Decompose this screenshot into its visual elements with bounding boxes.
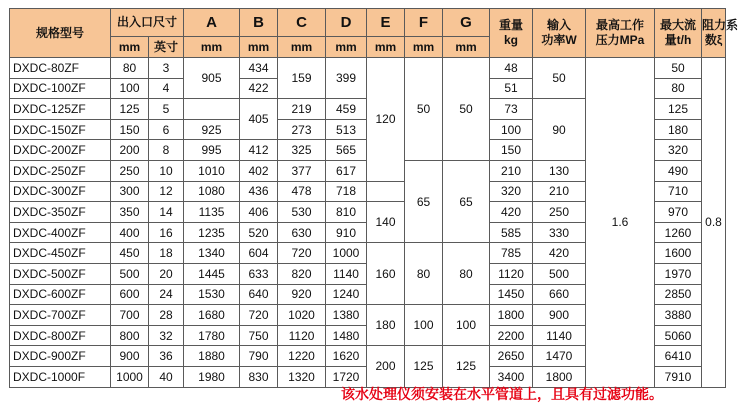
cell-model: DXDC-700ZF <box>10 305 111 326</box>
cell-weight: 585 <box>490 222 533 243</box>
cell-mm: 500 <box>111 263 149 284</box>
cell-b: 830 <box>240 366 278 387</box>
cell-a: 1780 <box>184 325 240 346</box>
cell-e: 200 <box>367 346 405 387</box>
header-row-1 <box>10 9 726 37</box>
installation-note: 该水处理仪须安装在水平管道上，且具有过滤功能。 <box>341 386 663 402</box>
header-pressure-line2: 压力MPa <box>595 33 645 47</box>
cell-b: 790 <box>240 346 278 367</box>
cell-mm: 100 <box>111 78 149 99</box>
cell-a: 1080 <box>184 181 240 202</box>
cell-mm: 250 <box>111 160 149 181</box>
cell-power: 420 <box>533 243 586 264</box>
header-inlet-inch: 英寸 <box>149 37 184 58</box>
cell-c: 630 <box>278 222 326 243</box>
cell-d: 1380 <box>326 305 367 326</box>
cell-inch: 16 <box>149 222 184 243</box>
cell-a: 1880 <box>184 346 240 367</box>
cell-d: 513 <box>326 119 367 140</box>
spec-table <box>9 8 738 388</box>
cell-mm: 125 <box>111 99 149 120</box>
cell-mm: 200 <box>111 140 149 161</box>
cell-d: 565 <box>326 140 367 161</box>
cell-flow: 125 <box>655 99 702 120</box>
cell-flow: 5060 <box>655 325 702 346</box>
cell-flow: 1260 <box>655 222 702 243</box>
header-resist-line2: 数ξ <box>704 33 723 47</box>
cell-b: 402 <box>240 160 278 181</box>
cell-a: 1980 <box>184 366 240 387</box>
cell-inch: 18 <box>149 243 184 264</box>
cell-a: 925 <box>184 119 240 140</box>
cell-c: 219 <box>278 99 326 120</box>
cell-power: 210 <box>533 181 586 202</box>
header-e: E <box>367 9 405 37</box>
cell-model: DXDC-450ZF <box>10 243 111 264</box>
cell-f: 65 <box>405 160 443 242</box>
cell-flow: 1600 <box>655 243 702 264</box>
cell-f: 100 <box>405 305 443 346</box>
cell-resist: 0.8 <box>702 58 726 388</box>
cell-g: 80 <box>443 243 490 305</box>
cell-mm: 350 <box>111 202 149 223</box>
cell-a: 1340 <box>184 243 240 264</box>
cell-c: 1320 <box>278 366 326 387</box>
cell-b: 406 <box>240 202 278 223</box>
cell-model: DXDC-500ZF <box>10 263 111 284</box>
cell-power: 1800 <box>533 366 586 387</box>
header-weight-line1: 重量 <box>499 18 524 32</box>
cell-g: 125 <box>443 346 490 387</box>
cell-power: 130 <box>533 160 586 181</box>
cell-flow: 7910 <box>655 366 702 387</box>
cell-inch: 28 <box>149 305 184 326</box>
cell-power: 250 <box>533 202 586 223</box>
cell-inch: 20 <box>149 263 184 284</box>
cell-model: DXDC-400ZF <box>10 222 111 243</box>
cell-d: 910 <box>326 222 367 243</box>
cell-model: DXDC-125ZF <box>10 99 111 120</box>
cell-mm: 900 <box>111 346 149 367</box>
cell-power: 1140 <box>533 325 586 346</box>
cell-c: 1220 <box>278 346 326 367</box>
cell-d: 617 <box>326 160 367 181</box>
cell-c: 159 <box>278 58 326 99</box>
cell-d: 1140 <box>326 263 367 284</box>
header-flow-line2: 量t/h <box>664 33 692 47</box>
header-weight-line2: kg <box>504 33 519 47</box>
cell-c: 1120 <box>278 325 326 346</box>
cell-g: 50 <box>443 58 490 161</box>
cell-weight: 73 <box>490 99 533 120</box>
cell-d: 459 <box>326 99 367 120</box>
cell-inch: 32 <box>149 325 184 346</box>
header-pressure-line1: 最高工作 <box>596 18 645 32</box>
cell-power: 660 <box>533 284 586 305</box>
cell-b: 436 <box>240 181 278 202</box>
cell-weight: 1800 <box>490 305 533 326</box>
cell-flow: 80 <box>655 78 702 99</box>
cell-f: 125 <box>405 346 443 387</box>
cell-mm: 450 <box>111 243 149 264</box>
cell-flow: 1970 <box>655 263 702 284</box>
header-model: 规格型号 <box>10 9 111 58</box>
cell-mm: 400 <box>111 222 149 243</box>
cell-weight: 785 <box>490 243 533 264</box>
header-e-unit: mm <box>367 37 405 58</box>
cell-e: 160 <box>367 243 405 305</box>
header-power-line1: 输入 <box>547 18 572 32</box>
cell-weight: 1120 <box>490 263 533 284</box>
cell-inch: 8 <box>149 140 184 161</box>
cell-model: DXDC-250ZF <box>10 160 111 181</box>
header-g: G <box>443 9 490 37</box>
cell-mm: 300 <box>111 181 149 202</box>
cell-model: DXDC-600ZF <box>10 284 111 305</box>
cell-a: 1530 <box>184 284 240 305</box>
cell-model: DXDC-1000F <box>10 366 111 387</box>
cell-b: 422 <box>240 78 278 99</box>
cell-c: 325 <box>278 140 326 161</box>
cell-a: 1010 <box>184 160 240 181</box>
cell-inch: 40 <box>149 366 184 387</box>
cell-power: 500 <box>533 263 586 284</box>
cell-d: 1000 <box>326 243 367 264</box>
cell-power: 1470 <box>533 346 586 367</box>
cell-model: DXDC-150ZF <box>10 119 111 140</box>
cell-inch: 6 <box>149 119 184 140</box>
cell-c: 530 <box>278 202 326 223</box>
cell-c: 377 <box>278 160 326 181</box>
cell-flow: 2850 <box>655 284 702 305</box>
cell-f: 50 <box>405 58 443 161</box>
cell-inch: 5 <box>149 99 184 120</box>
cell-mm: 1000 <box>111 366 149 387</box>
header-power <box>533 9 586 58</box>
cell-c: 820 <box>278 263 326 284</box>
cell-d: 810 <box>326 202 367 223</box>
header-c-unit: mm <box>278 37 326 58</box>
table-row <box>10 58 726 79</box>
cell-mm: 150 <box>111 119 149 140</box>
header-resist <box>702 9 738 58</box>
cell-e: 140 <box>367 202 405 243</box>
cell-b: 750 <box>240 325 278 346</box>
cell-mm: 700 <box>111 305 149 326</box>
cell-mm: 800 <box>111 325 149 346</box>
cell-flow: 6410 <box>655 346 702 367</box>
cell-model: DXDC-800ZF <box>10 325 111 346</box>
cell-flow: 710 <box>655 181 702 202</box>
cell-d: 399 <box>326 58 367 99</box>
header-weight <box>490 9 533 58</box>
cell-flow: 180 <box>655 119 702 140</box>
cell-b: 640 <box>240 284 278 305</box>
cell-weight: 100 <box>490 119 533 140</box>
cell-weight: 2650 <box>490 346 533 367</box>
header-flow-line1: 最大流 <box>660 18 697 32</box>
cell-g: 100 <box>443 305 490 346</box>
cell-e: 120 <box>367 58 405 182</box>
header-a-unit: mm <box>184 37 240 58</box>
cell-b: 434 <box>240 58 278 79</box>
cell-d: 718 <box>326 181 367 202</box>
cell-model: DXDC-300ZF <box>10 181 111 202</box>
cell-a: 905 <box>184 58 240 99</box>
cell-power: 330 <box>533 222 586 243</box>
cell-a: 995 <box>184 140 240 161</box>
cell-weight: 420 <box>490 202 533 223</box>
cell-c: 920 <box>278 284 326 305</box>
cell-inch: 10 <box>149 160 184 181</box>
header-inlet-outlet: 出入口尺寸 <box>111 9 184 37</box>
header-b-unit: mm <box>240 37 278 58</box>
cell-pressure: 1.6 <box>586 58 655 388</box>
cell-inch: 3 <box>149 58 184 79</box>
cell-flow: 50 <box>655 58 702 79</box>
cell-flow: 3880 <box>655 305 702 326</box>
cell-weight: 150 <box>490 140 533 161</box>
header-flow <box>655 9 702 58</box>
cell-weight: 2200 <box>490 325 533 346</box>
cell-inch: 36 <box>149 346 184 367</box>
cell-weight: 210 <box>490 160 533 181</box>
cell-flow: 970 <box>655 202 702 223</box>
cell-e: 180 <box>367 305 405 346</box>
cell-mm: 80 <box>111 58 149 79</box>
cell-model: DXDC-100ZF <box>10 78 111 99</box>
cell-inch: 24 <box>149 284 184 305</box>
cell-model: DXDC-200ZF <box>10 140 111 161</box>
cell-inch: 14 <box>149 202 184 223</box>
cell-b: 405 <box>240 99 278 140</box>
cell-inch: 12 <box>149 181 184 202</box>
cell-a: 1135 <box>184 202 240 223</box>
header-c: C <box>278 9 326 37</box>
cell-g: 65 <box>443 160 490 242</box>
header-inlet-mm: mm <box>111 37 149 58</box>
header-a: A <box>184 9 240 37</box>
cell-weight: 48 <box>490 58 533 79</box>
cell-d: 1720 <box>326 366 367 387</box>
header-d: D <box>326 9 367 37</box>
header-pressure <box>586 9 655 58</box>
header-b: B <box>240 9 278 37</box>
cell-weight: 1450 <box>490 284 533 305</box>
cell-b: 720 <box>240 305 278 326</box>
cell-a: 1680 <box>184 305 240 326</box>
header-f: F <box>405 9 443 37</box>
cell-d: 1240 <box>326 284 367 305</box>
cell-d: 1620 <box>326 346 367 367</box>
cell-weight: 3400 <box>490 366 533 387</box>
cell-power: 900 <box>533 305 586 326</box>
cell-b: 604 <box>240 243 278 264</box>
cell-flow: 490 <box>655 160 702 181</box>
cell-power: 90 <box>533 99 586 161</box>
cell-model: DXDC-900ZF <box>10 346 111 367</box>
cell-mm: 600 <box>111 284 149 305</box>
cell-f: 80 <box>405 243 443 305</box>
cell-a: 1445 <box>184 263 240 284</box>
header-resist-line1: 阻力系 <box>702 18 738 32</box>
cell-c: 273 <box>278 119 326 140</box>
cell-b: 633 <box>240 263 278 284</box>
cell-weight: 320 <box>490 181 533 202</box>
cell-c: 478 <box>278 181 326 202</box>
cell-a: 1235 <box>184 222 240 243</box>
header-g-unit: mm <box>443 37 490 58</box>
cell-c: 720 <box>278 243 326 264</box>
cell-model: DXDC-80ZF <box>10 58 111 79</box>
cell-c: 1020 <box>278 305 326 326</box>
cell-b: 412 <box>240 140 278 161</box>
cell-b: 520 <box>240 222 278 243</box>
cell-weight: 51 <box>490 78 533 99</box>
cell-model: DXDC-350ZF <box>10 202 111 223</box>
cell-a <box>184 99 240 120</box>
cell-e <box>367 181 405 202</box>
header-power-line2: 功率W <box>541 33 577 47</box>
header-f-unit: mm <box>405 37 443 58</box>
cell-inch: 4 <box>149 78 184 99</box>
cell-flow: 320 <box>655 140 702 161</box>
cell-power: 50 <box>533 58 586 99</box>
header-d-unit: mm <box>326 37 367 58</box>
cell-d: 1480 <box>326 325 367 346</box>
